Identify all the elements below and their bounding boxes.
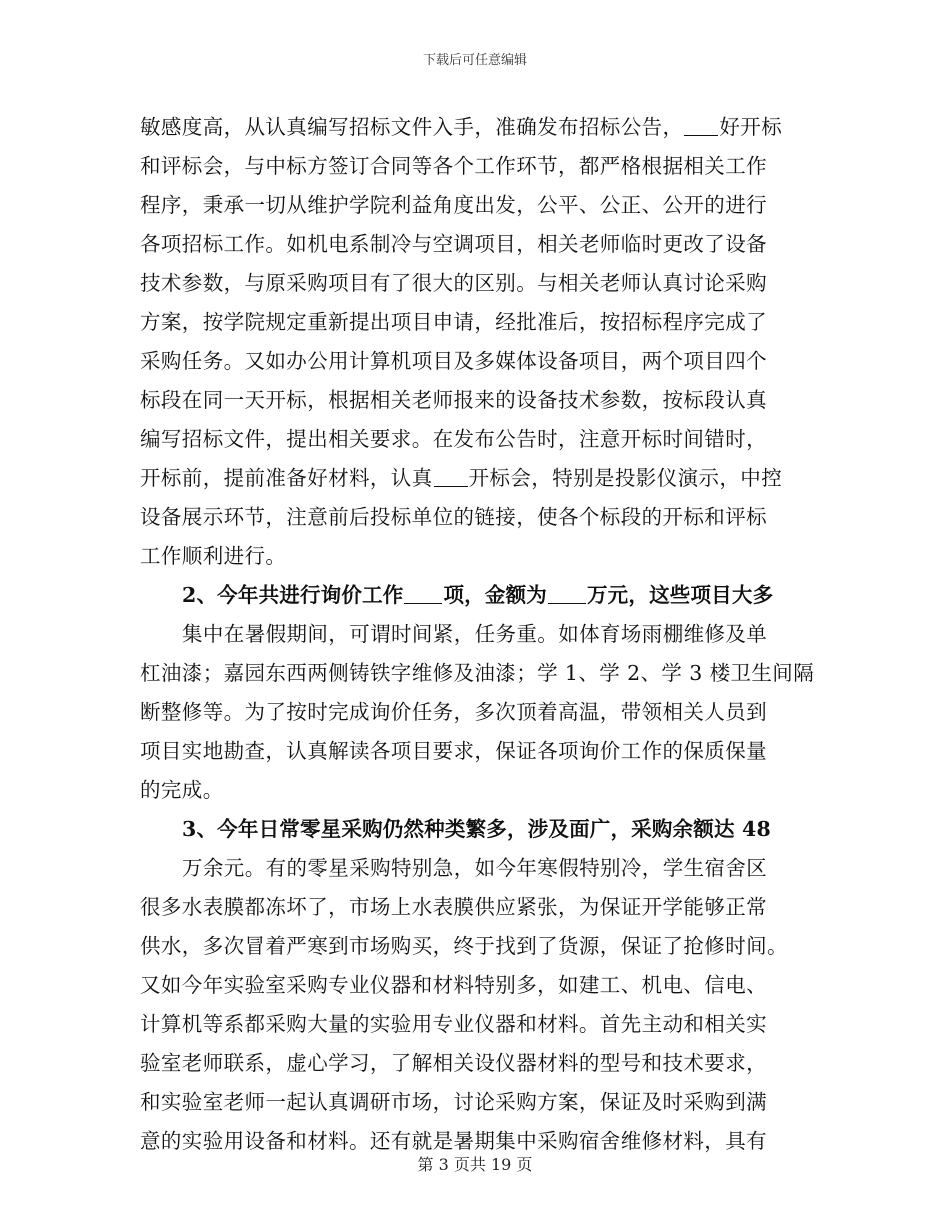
fill-blank	[684, 115, 718, 136]
body-line: 验室老师联系，虚心学习，了解相关设仪器材料的型号和技术要求，	[140, 1051, 767, 1075]
body-line: 各项招标工作。如机电系制冷与空调项目，相关老师临时更改了设备	[140, 232, 767, 256]
fill-blank	[548, 583, 586, 604]
section-3-heading: 3、今年日常零星采购仍然种类繁多，涉及面广，采购余额达 48	[182, 817, 771, 841]
document-body	[140, 108, 815, 1161]
section-2-heading	[140, 576, 810, 615]
body-line: 和实验室老师一起认真调研市场，讨论采购方案，保证及时采购到满	[140, 1090, 767, 1114]
body-line: 杠油漆；嘉园东西两侧铸铁字维修及油漆；学 1、学 2、学 3 楼卫生间隔	[140, 661, 815, 685]
body-line: 标段在同一天开标，根据相关老师报来的设备技术参数，按标段认真	[140, 388, 767, 412]
body-line: 工作顺利进行。	[140, 544, 287, 568]
body-line	[140, 459, 810, 498]
text-segment: 好开标	[719, 115, 783, 139]
body-line: 万余元。有的零星采购特别急，如今年寒假特别冷，学生宿舍区	[182, 856, 768, 880]
body-line: 采购任务。又如办公用计算机项目及多媒体设备项目，两个项目四个	[140, 349, 767, 373]
body-line: 方案，按学院规定重新提出项目申请，经批准后，按招标程序完成了	[140, 310, 767, 334]
body-line: 计算机等系都采购大量的实验用专业仪器和材料。首先主动和相关实	[140, 1012, 767, 1036]
fill-blank	[434, 466, 468, 487]
body-line: 项目实地勘查，认真解读各项目要求，保证各项询价工作的保质保量	[140, 739, 767, 763]
body-line	[140, 108, 810, 147]
body-line: 集中在暑假期间，可谓时间紧，任务重。如体育场雨棚维修及单	[182, 622, 768, 646]
body-line: 程序，秉承一切从维护学院利益角度出发，公平、公正、公开的进行	[140, 193, 767, 217]
body-line: 编写招标文件，提出相关要求。在发布公告时，注意开标时间错时，	[140, 427, 767, 451]
page-footer: 第 3 页共 19 页	[417, 1155, 533, 1174]
text-segment: 开标前，提前准备好材料，认真	[140, 466, 433, 490]
page-header: 下载后可任意编辑	[422, 53, 527, 68]
body-line: 很多水表膜都冻坏了，市场上水表膜供应紧张，为保证开学能够正常	[140, 895, 767, 919]
fill-blank	[404, 583, 442, 604]
heading-segment: 万元，这些项目大多	[586, 583, 774, 607]
body-line: 供水，多次冒着严寒到市场购买，终于找到了货源，保证了抢修时间。	[140, 934, 788, 958]
text-segment: 开标会，特别是投影仪演示，中控	[468, 466, 783, 490]
body-line: 和评标会，与中标方签订合同等各个工作环节，都严格根据相关工作	[140, 154, 767, 178]
heading-segment: 项，金额为	[443, 583, 547, 607]
body-line: 断整修等。为了按时完成询价任务，多次顶着高温，带领相关人员到	[140, 700, 767, 724]
text-segment: 敏感度高，从认真编写招标文件入手，准确发布招标公告，	[140, 115, 684, 139]
body-line: 意的实验用设备和材料。还有就是暑期集中采购宿舍维修材料，具有	[140, 1129, 767, 1153]
heading-segment: 2、今年共进行询价工作	[182, 583, 404, 607]
body-line: 的完成。	[140, 778, 224, 802]
body-line: 设备展示环节，注意前后投标单位的链接，使各个标段的开标和评标	[140, 505, 767, 529]
body-line: 技术参数，与原采购项目有了很大的区别。与相关老师认真讨论采购	[140, 271, 767, 295]
body-line: 又如今年实验室采购专业仪器和材料特别多，如建工、机电、信电、	[140, 973, 767, 997]
